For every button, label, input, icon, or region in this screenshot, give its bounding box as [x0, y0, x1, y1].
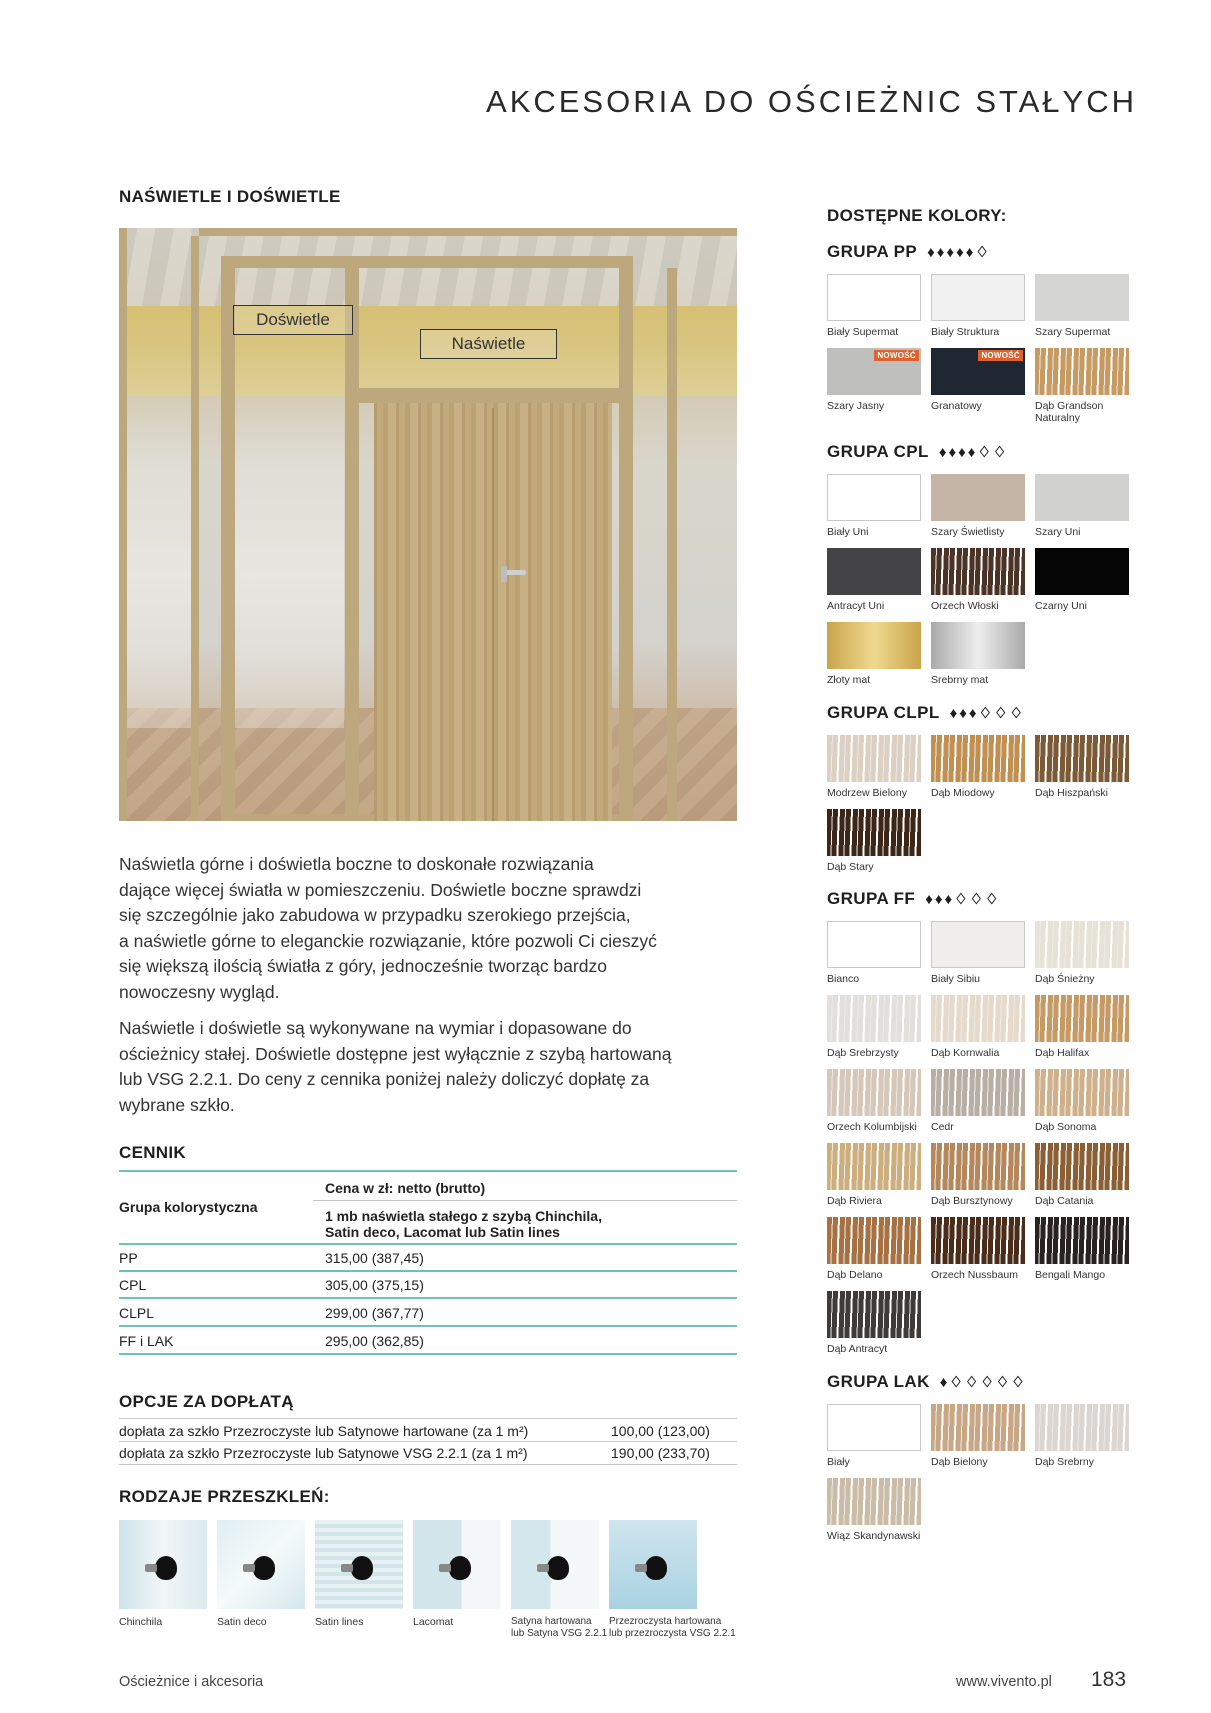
color-group-title — [827, 242, 991, 262]
color-swatch — [931, 622, 1025, 669]
color-swatch — [931, 735, 1025, 782]
diamond-rating-icon: ♦♦♦♢♢♢ — [949, 705, 1025, 722]
color-swatch-label: Dąb Kornwalia — [931, 1047, 1000, 1059]
color-group-title — [827, 889, 1001, 909]
color-swatch-label: Granatowy — [931, 400, 982, 412]
color-swatch — [827, 1404, 921, 1451]
glass-caption: Lacomat — [413, 1616, 454, 1628]
color-swatch — [931, 1143, 1025, 1190]
glass-caption: Satyna hartowana lub Satyna VSG 2.2.1 — [511, 1616, 608, 1639]
door-photo — [119, 228, 737, 821]
color-swatch-label: Złoty mat — [827, 674, 871, 686]
color-swatch — [1035, 995, 1129, 1042]
color-swatch-label: Szary Jasny — [827, 400, 885, 412]
color-swatch — [827, 274, 921, 321]
color-swatch — [1035, 348, 1129, 395]
doswietle-label: Doświetle — [233, 305, 353, 335]
table-row-group: CLPL — [119, 1305, 155, 1321]
color-swatch-label: Biały — [827, 1456, 850, 1468]
color-swatch — [827, 1217, 921, 1264]
color-swatch-label: Dąb Stary — [827, 861, 874, 873]
color-swatch-label: Orzech Nussbaum — [931, 1269, 1018, 1281]
color-group-name: GRUPA FF — [827, 889, 916, 908]
color-swatch — [931, 1069, 1025, 1116]
color-swatch-label: Biały Sibiu — [931, 973, 981, 985]
color-swatch-label: Szary Supermat — [1035, 326, 1111, 338]
color-group-name: GRUPA LAK — [827, 1372, 930, 1391]
kolory-heading: DOSTĘPNE KOLORY: — [827, 206, 1007, 225]
color-swatch — [827, 548, 921, 595]
color-group-name: GRUPA CLPL — [827, 703, 940, 722]
color-swatch-label: Antracyt Uni — [827, 600, 885, 612]
color-swatch-label: Biały Struktura — [931, 326, 1000, 338]
footer-left: Ościeżnice i akcesoria — [119, 1674, 264, 1690]
color-swatch-label: Dąb Catania — [1035, 1195, 1094, 1207]
opcja-price: 190,00 (233,70) — [611, 1445, 710, 1461]
glass-sample-satyna — [511, 1520, 599, 1609]
color-swatch-label: Dąb Sonoma — [1035, 1121, 1097, 1133]
color-swatch — [827, 995, 921, 1042]
cennik-heading: CENNIK — [119, 1143, 186, 1162]
color-swatch-label: Srebrny mat — [931, 674, 989, 686]
color-group-title — [827, 1372, 1027, 1392]
color-swatch-label: Bianco — [827, 973, 860, 985]
color-swatch-label: Dąb Hiszpański — [1035, 787, 1108, 799]
glass-caption: Przezroczysta hartowana lub przezroczysta VSG 2.2.1 — [609, 1616, 736, 1639]
color-swatch — [931, 548, 1025, 595]
price-header: Cena w zł: netto (brutto) — [325, 1180, 486, 1196]
naswietle-label: Naświetle — [420, 329, 557, 359]
color-swatch-label: Dąb Delano — [827, 1269, 883, 1281]
color-swatch — [827, 1478, 921, 1525]
color-swatch — [931, 995, 1025, 1042]
new-badge: NOWOŚĆ — [874, 350, 919, 361]
color-swatch — [827, 474, 921, 521]
color-group-title — [827, 703, 1025, 723]
color-swatch-label: Dąb Bursztynowy — [931, 1195, 1013, 1207]
color-swatch-label: Dąb Bielony — [931, 1456, 988, 1468]
section-heading: NAŚWIETLE I DOŚWIETLE — [119, 187, 341, 206]
color-swatch-label: Dąb Grandson Naturalny — [1035, 400, 1104, 424]
table-row-price: 295,00 (362,85) — [325, 1333, 424, 1349]
diamond-rating-icon: ♦♦♦♦♢♢ — [938, 444, 1009, 461]
color-swatch-label: Modrzew Bielony — [827, 787, 907, 799]
color-swatch — [827, 1291, 921, 1338]
color-swatch — [1035, 1217, 1129, 1264]
color-swatch — [1035, 1069, 1129, 1116]
color-swatch — [931, 274, 1025, 321]
opcja-label: dopłata za szkło Przezroczyste lub Satynowe VSG 2.2.1 (za 1 m²) — [119, 1445, 528, 1461]
color-group-title — [827, 442, 1008, 462]
color-swatch — [931, 1217, 1025, 1264]
color-swatch — [931, 474, 1025, 521]
color-swatch-label: Szary Świetlisty — [931, 526, 1005, 538]
diamond-rating-icon: ♦♦♦♢♢♢ — [925, 891, 1001, 908]
color-swatch-label: Biały Uni — [827, 526, 869, 538]
color-swatch — [827, 1143, 921, 1190]
color-swatch-label: Dąb Srebrny — [1035, 1456, 1094, 1468]
color-swatch-label: Biały Supermat — [827, 326, 899, 338]
paragraph-2: Naświetle i doświetle są wykonywane na wymiar i dopasowane do ościeżnicy stałej. Doświetle dostępne jest wyłącznie z szybą hartowaną lub VSG 2.2.1. Do ceny z cennika poniżej należy doliczyć dopłatę za wybrane szkło. — [119, 1018, 672, 1115]
glass-caption: Chinchila — [119, 1616, 163, 1628]
color-swatch — [1035, 548, 1129, 595]
color-swatch-label: Dąb Śnieżny — [1035, 973, 1095, 985]
table-row-price: 299,00 (367,77) — [325, 1305, 424, 1321]
color-group-name: GRUPA PP — [827, 242, 918, 261]
color-swatch-label: Dąb Miodowy — [931, 787, 995, 799]
new-badge: NOWOŚĆ — [978, 350, 1023, 361]
color-swatch — [827, 348, 921, 395]
color-swatch-label: Wiąz Skandynawski — [827, 1530, 921, 1542]
table-row-group: CPL — [119, 1277, 147, 1293]
glass-sample-satin-deco — [217, 1520, 305, 1609]
color-swatch-label: Orzech Włoski — [931, 600, 999, 612]
page-title: AKCESORIA DO OŚCIEŻNIC STAŁYCH — [486, 84, 1137, 119]
color-group-name: GRUPA CPL — [827, 442, 929, 461]
glass-sample-przezroczysta — [609, 1520, 697, 1609]
color-swatch-label: Dąb Riviera — [827, 1195, 882, 1207]
table-row-price: 305,00 (375,15) — [325, 1277, 424, 1293]
group-header: Grupa kolorystyczna — [119, 1199, 258, 1215]
opcje-heading: OPCJE ZA DOPŁATĄ — [119, 1392, 294, 1411]
color-swatch — [827, 921, 921, 968]
glass-caption: Satin lines — [315, 1616, 364, 1628]
opcja-price: 100,00 (123,00) — [611, 1423, 710, 1439]
color-swatch — [1035, 921, 1129, 968]
page-number: 183 — [1091, 1668, 1127, 1691]
footer-url: www.vivento.pl — [956, 1674, 1052, 1690]
color-swatch — [1035, 474, 1129, 521]
color-swatch-label: Orzech Kolumbijski — [827, 1121, 917, 1133]
color-swatch-label: Dąb Halifax — [1035, 1047, 1090, 1059]
color-swatch — [931, 348, 1025, 395]
color-swatch — [931, 921, 1025, 968]
color-swatch — [1035, 735, 1129, 782]
color-swatch — [1035, 1404, 1129, 1451]
color-swatch — [827, 735, 921, 782]
color-swatch — [1035, 1143, 1129, 1190]
color-swatch — [931, 1404, 1025, 1451]
color-swatch — [827, 1069, 921, 1116]
table-row-group: PP — [119, 1250, 138, 1266]
price-subheader: 1 mb naświetla stałego z szybą Chinchila, Satin deco, Lacomat lub Satin lines — [325, 1208, 602, 1240]
color-swatch-label: Szary Uni — [1035, 526, 1081, 538]
table-row-group: FF i LAK — [119, 1333, 174, 1349]
diamond-rating-icon: ♦♢♢♢♢♢ — [939, 1374, 1027, 1391]
glass-sample-chinchila — [119, 1520, 207, 1609]
diamond-rating-icon: ♦♦♦♦♦♢ — [927, 244, 991, 261]
color-swatch — [827, 809, 921, 856]
color-swatch-label: Czarny Uni — [1035, 600, 1087, 612]
opcja-label: dopłata za szkło Przezroczyste lub Satynowe hartowane (za 1 m²) — [119, 1423, 529, 1439]
color-swatch — [827, 622, 921, 669]
glass-sample-satin-lines — [315, 1520, 403, 1609]
table-row-price: 315,00 (387,45) — [325, 1250, 424, 1266]
color-swatch-label: Dąb Srebrzysty — [827, 1047, 899, 1059]
glass-caption: Satin deco — [217, 1616, 267, 1628]
color-swatch-label: Cedr — [931, 1121, 954, 1133]
color-swatch-label: Bengali Mango — [1035, 1269, 1106, 1281]
color-swatch-label: Dąb Antracyt — [827, 1343, 888, 1355]
color-swatch — [1035, 274, 1129, 321]
glass-sample-lacomat — [413, 1520, 501, 1609]
paragraph-1: Naświetla górne i doświetla boczne to doskonałe rozwiązania dające więcej światła w pomieszczeniu. Doświetle boczne sprawdzi się szczególnie jako zabudowa w przypadku szerokiego przejścia, a naświetle górne to eleganckie rozwiązanie, które pozwoli Ci cieszyć się większą ilością światła z góry, jednocześnie tworząc bardzo nowoczesny wygląd. — [119, 854, 657, 1002]
rodzaje-heading: RODZAJE PRZESZKLEŃ: — [119, 1487, 330, 1506]
